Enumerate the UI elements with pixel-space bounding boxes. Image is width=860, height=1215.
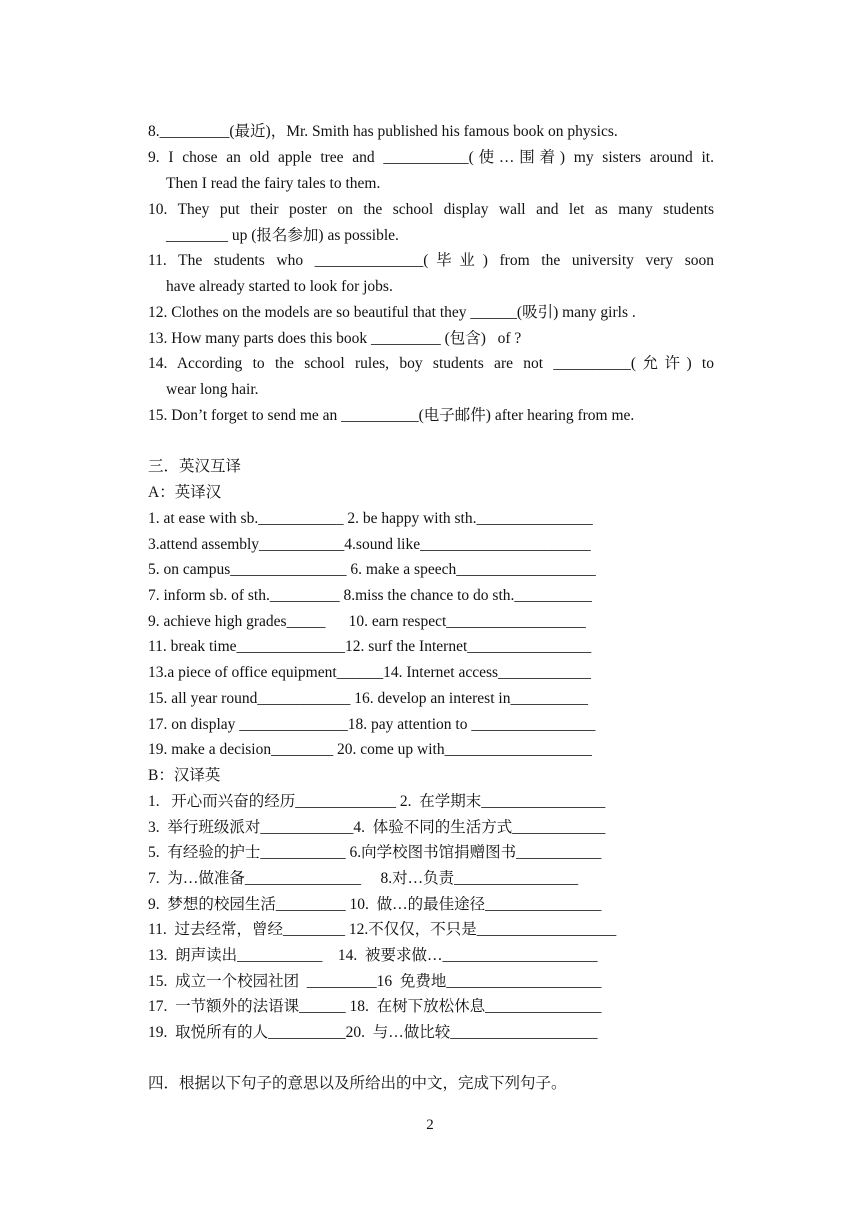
question-12: 12. Clothes on the models are so beautiful that they ______(吸引) many girls . xyxy=(148,304,636,321)
part-a-row: 11. break time______________12. surf the Internet________________ xyxy=(148,638,592,655)
question-14-continuation: wear long hair. xyxy=(166,381,259,398)
part-a-row: 17. on display ______________18. pay attention to ________________ xyxy=(148,716,596,733)
question-14: 14. According to the school rules, boy students are not __________(允许) to xyxy=(148,355,714,372)
question-11: 11. The students who ______________(毕业) from the university very soon xyxy=(148,252,714,269)
part-b-row: 17. 一节额外的法语课______ 18. 在树下放松休息_______________ xyxy=(148,998,602,1015)
part-b-row: 5. 有经验的护士___________ 6.向学校图书馆捐赠图书___________ xyxy=(148,844,602,861)
part-a-row: 3.attend assembly___________4.sound like______________________ xyxy=(148,536,591,553)
part-b-row: 13. 朗声读出___________ 14. 被要求做…____________________ xyxy=(148,947,598,964)
question-13: 13. How many parts does this book _________ (包含) of ? xyxy=(148,330,522,347)
question-8: 8._________(最近)，Mr. Smith has published his famous book on physics. xyxy=(148,123,618,140)
part-b-row: 3. 举行班级派对____________4. 体验不同的生活方式____________ xyxy=(148,819,606,836)
part-a-row: 7. inform sb. of sth._________ 8.miss the chance to do sth.__________ xyxy=(148,587,592,604)
question-15: 15. Don’t forget to send me an __________(电子邮件) after hearing from me. xyxy=(148,407,635,424)
part-b-heading: B：汉译英 xyxy=(148,767,221,784)
question-11-continuation: have already started to look for jobs. xyxy=(166,278,393,295)
question-10: 10. They put their poster on the school display wall and let as many students xyxy=(148,201,714,218)
part-a-row: 5. on campus_______________ 6. make a speech__________________ xyxy=(148,561,596,578)
part-b-row: 7. 为…做准备_______________ 8.对…负责________________ xyxy=(148,870,579,887)
part-a-row: 19. make a decision________ 20. come up with___________________ xyxy=(148,741,592,758)
question-9: 9. I chose an old apple tree and ___________(使…围着) my sisters around it. xyxy=(148,149,714,166)
part-a-heading: A：英译汉 xyxy=(148,484,222,501)
part-a-row: 15. all year round____________ 16. develop an interest in__________ xyxy=(148,690,588,707)
part-b-row: 15. 成立一个校园社团 _________16 免费地____________________ xyxy=(148,973,602,990)
part-b-row: 19. 取悦所有的人__________20. 与…做比较___________________ xyxy=(148,1024,598,1041)
section-3-heading: 三．英汉互译 xyxy=(148,458,242,475)
page-number: 2 xyxy=(426,1117,434,1133)
part-a-row: 9. achieve high grades_____ 10. earn respect__________________ xyxy=(148,613,586,630)
question-9-continuation: Then I read the fairy tales to them. xyxy=(166,175,381,192)
part-b-row: 9. 梦想的校园生活_________ 10. 做…的最佳途径_______________ xyxy=(148,896,602,913)
section-4-heading: 四．根据以下句子的意思以及所给出的中文，完成下列句子。 xyxy=(148,1075,567,1092)
part-b-row: 11. 过去经常，曾经________ 12.不仅仅，不只是__________________ xyxy=(148,921,617,938)
part-a-row: 13.a piece of office equipment______14. Internet access____________ xyxy=(148,664,592,681)
question-10-continuation: ________ up (报名参加) as possible. xyxy=(166,227,399,244)
part-b-row: 1. 开心而兴奋的经历_____________ 2. 在学期末________________ xyxy=(148,793,606,810)
part-a-row: 1. at ease with sb.___________ 2. be happy with sth._______________ xyxy=(148,510,593,527)
